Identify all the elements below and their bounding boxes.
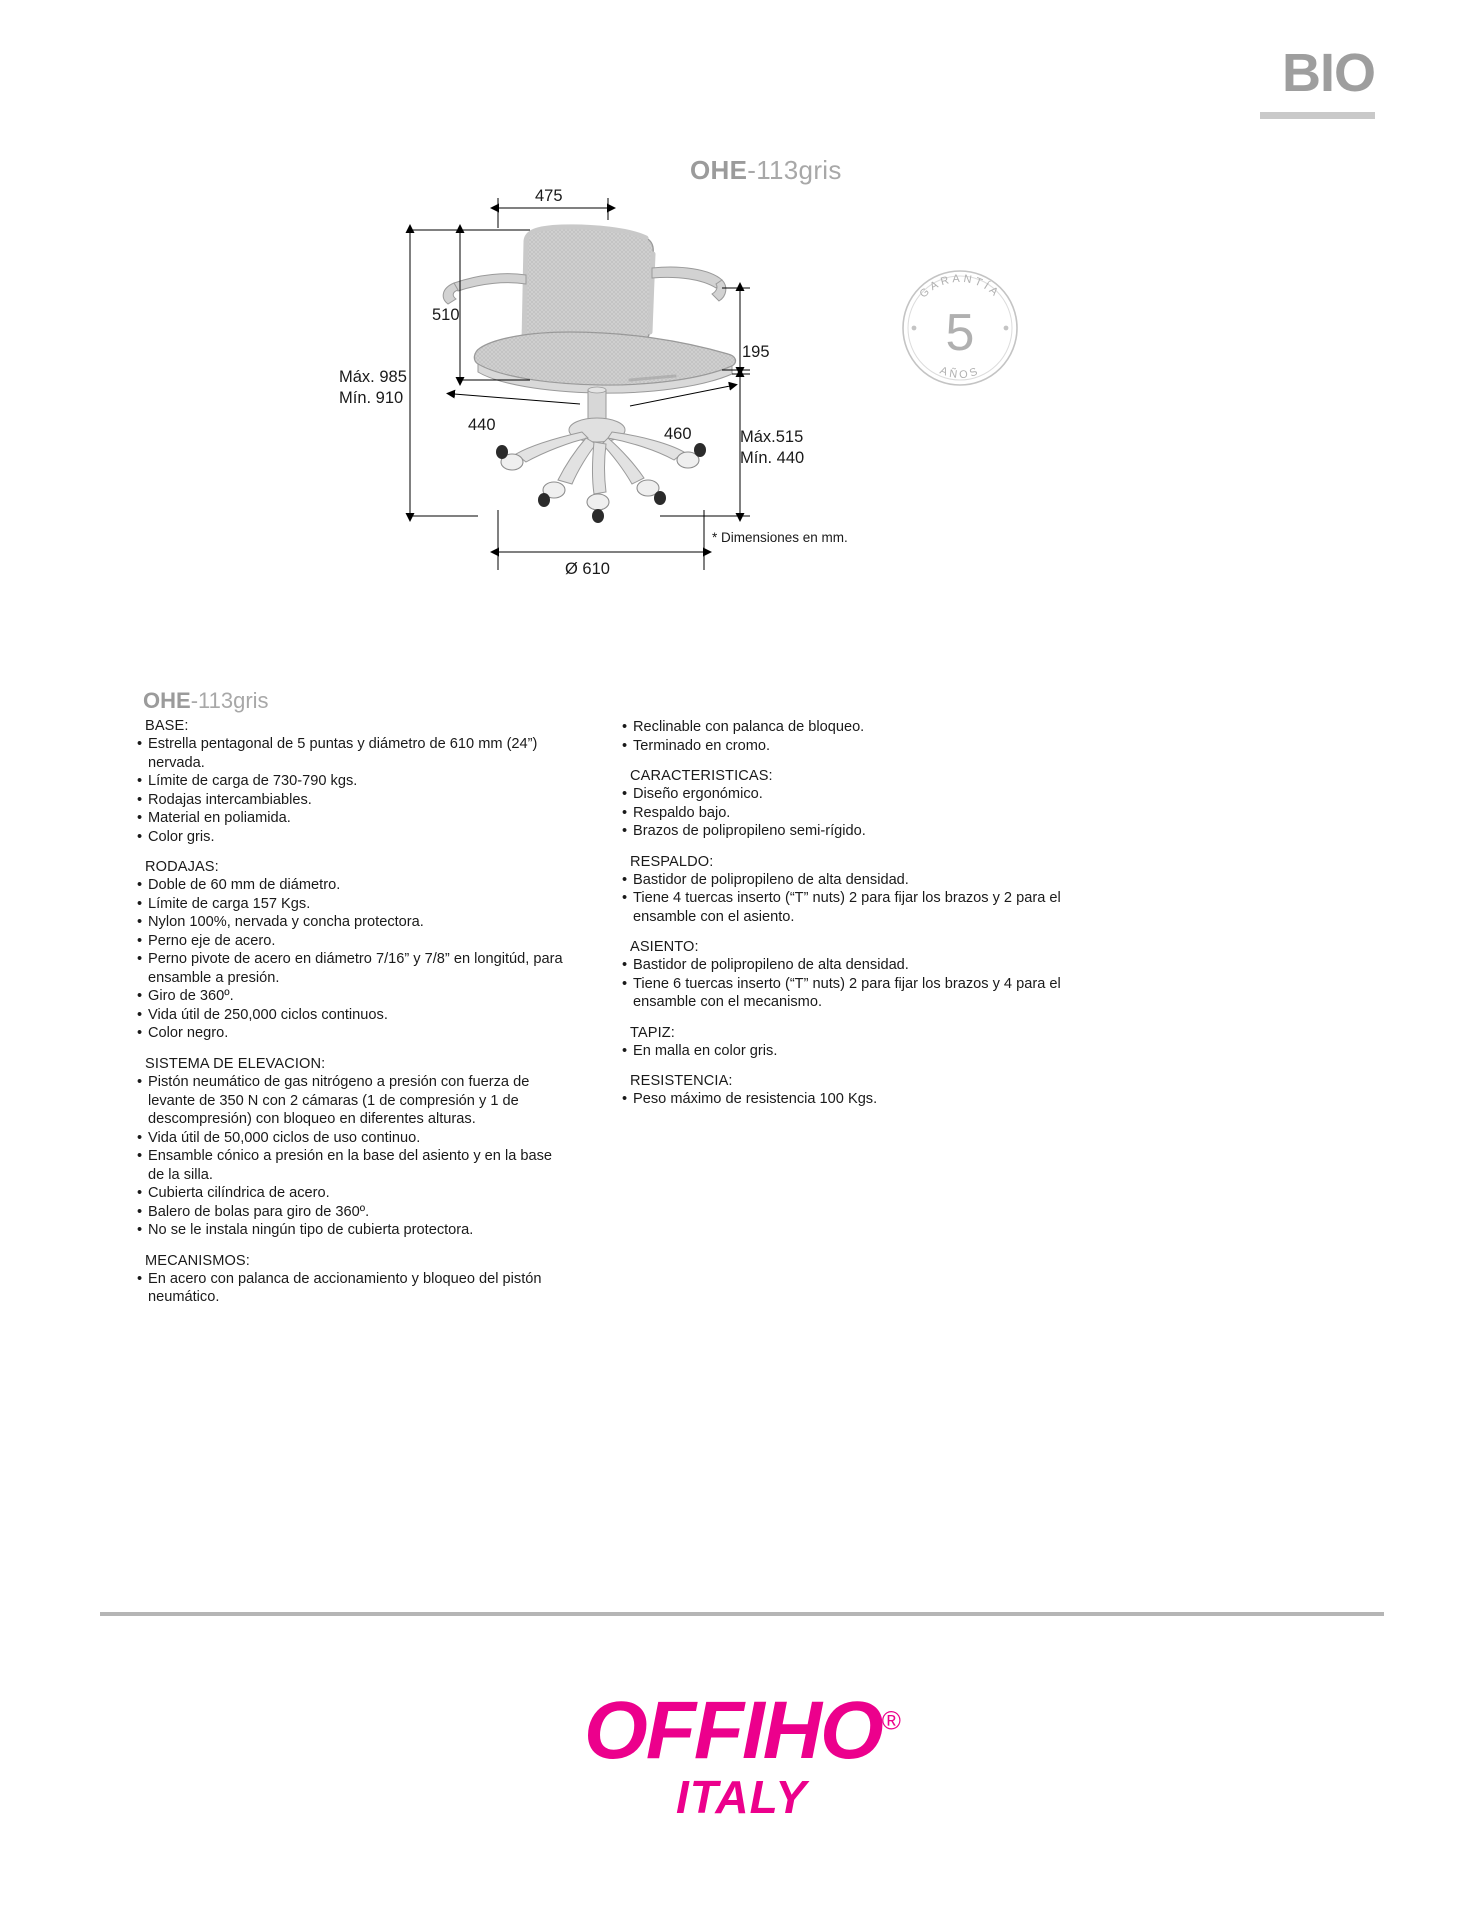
footer-logo-brand (584, 1685, 899, 1776)
spec-column-right (622, 718, 1072, 1122)
spec-list (622, 871, 1072, 927)
dimension-label-total-height-min: Mín. 910 (339, 388, 404, 407)
brand-logo-bio: BIO (1281, 43, 1375, 103)
spec-group (622, 718, 1072, 755)
spec-list-item: • Límite de carga de 730-790 kgs. (137, 772, 567, 791)
dimension-label-overall-depth: 460 (664, 425, 692, 443)
spec-model-title (143, 688, 269, 714)
spec-group (622, 1073, 1072, 1109)
footer-logo-subtitle: ITALY (675, 1771, 808, 1823)
warranty-bottom-text: AÑOS (938, 364, 982, 382)
spec-group (137, 718, 567, 846)
spec-group (137, 1056, 567, 1240)
spec-group-heading: RESISTENCIA: (630, 1073, 733, 1090)
spec-group-heading: RODAJAS: (145, 859, 219, 876)
spec-group (622, 768, 1072, 841)
dimension-label-back-height: 510 (432, 306, 460, 324)
spec-group (137, 859, 567, 1043)
warranty-top-text: GARANTÍA (917, 272, 1003, 301)
spec-list (622, 718, 1072, 755)
spec-list (137, 1270, 567, 1307)
dimension-label-total-height (339, 367, 407, 408)
spec-list-item: • Tiene 6 tuercas inserto (“T” nuts) 2 para fijar los brazos y 4 para el ensamble con el mecanismo. (622, 975, 1072, 1012)
spec-list-item: • Límite de carga 157 Kgs. (137, 895, 567, 914)
dimension-label-seat-height-max: Máx.515 (740, 428, 804, 446)
spec-list-item: • Terminado en cromo. (622, 737, 1072, 756)
chair-illustration (443, 227, 735, 523)
spec-group (622, 1025, 1072, 1061)
spec-group-heading: SISTEMA DE ELEVACION: (145, 1055, 326, 1072)
svg-text:AÑOS (938, 365, 982, 382)
dimension-label-base-diameter: Ø 610 (565, 560, 610, 578)
registered-trademark-icon: ® (881, 1705, 899, 1736)
spec-group (622, 854, 1072, 927)
model-code-suffix: -113gris (747, 155, 842, 185)
dimension-label-width: 475 (535, 187, 563, 205)
warranty-seal (890, 258, 1030, 398)
spec-list-item: • Vida útil de 50,000 ciclos de uso continuo. (137, 1129, 567, 1148)
dimension-label-arm-height: 195 (742, 343, 770, 361)
spec-group-heading: ASIENTO: (630, 939, 699, 956)
spec-list (137, 876, 567, 1043)
spec-list (622, 956, 1072, 1012)
spec-list-item: • Balero de bolas para giro de 360º. (137, 1203, 567, 1222)
model-code-prefix: OHE (690, 155, 748, 185)
dimension-units-note: * Dimensiones en mm. (712, 530, 848, 545)
chair-technical-drawing (330, 180, 950, 610)
spec-list-item: • Color negro. (137, 1024, 567, 1043)
spec-list (137, 1073, 567, 1240)
warranty-number: 5 (945, 304, 975, 362)
spec-group-heading: BASE: (145, 718, 189, 734)
spec-list-item: • Diseño ergonómico. (622, 785, 1072, 804)
spec-model-code-prefix: OHE (143, 688, 191, 713)
svg-text:GARANTÍA (918, 273, 1003, 301)
spec-list-item: • Perno eje de acero. (137, 932, 567, 951)
spec-group-heading: MECANISMOS: (145, 1252, 250, 1269)
spec-list-item: • Ensamble cónico a presión en la base del asiento y en la base de la silla. (137, 1147, 567, 1184)
spec-group-heading: CARACTERISTICAS: (630, 768, 773, 785)
spec-list-item: • Reclinable con palanca de bloqueo. (622, 718, 1072, 737)
spec-list-item: • No se le instala ningún tipo de cubierta protectora. (137, 1221, 567, 1240)
spec-list-item: • Respaldo bajo. (622, 804, 1072, 823)
spec-model-code-suffix: -113gris (190, 688, 269, 713)
spec-list-item: • Giro de 360º. (137, 987, 567, 1006)
spec-group (622, 939, 1072, 1012)
spec-list-item: • En malla en color gris. (622, 1042, 1072, 1061)
spec-column-left (137, 718, 567, 1320)
spec-list-item: • Vida útil de 250,000 ciclos continuos. (137, 1006, 567, 1025)
spec-list-item: • Perno pivote de acero en diámetro 7/16” y 7/8” en longitúd, para ensamble a presión. (137, 950, 567, 987)
spec-group-heading: TAPIZ: (630, 1024, 675, 1041)
footer-logo (0, 1685, 1483, 1823)
spec-list (622, 785, 1072, 841)
spec-list-item: • Brazos de polipropileno semi-rígido. (622, 822, 1072, 841)
footer-logo-brand-text: OFFIHO (584, 1685, 882, 1776)
spec-group-heading: RESPALDO: (630, 853, 714, 870)
spec-list-item: • Bastidor de polipropileno de alta densidad. (622, 956, 1072, 975)
dimension-label-seat-height-min: Mín. 440 (740, 448, 805, 467)
spec-list-item: • Cubierta cilíndrica de acero. (137, 1184, 567, 1203)
brand-logo-underline (1260, 112, 1375, 119)
spec-list-item: • Rodajas intercambiables. (137, 791, 567, 810)
footer-divider (100, 1612, 1384, 1616)
spec-list-item: • Estrella pentagonal de 5 puntas y diámetro de 610 mm (24”) nervada. (137, 735, 567, 772)
spec-list-item: • Material en poliamida. (137, 809, 567, 828)
spec-list (622, 1042, 1072, 1061)
spec-list (622, 1090, 1072, 1109)
spec-list-item: • Tiene 4 tuercas inserto (“T” nuts) 2 para fijar los brazos y 2 para el ensamble con el asiento. (622, 889, 1072, 926)
dimension-label-seat-height (740, 427, 804, 468)
dimension-label-total-height-max: Máx. 985 (339, 368, 407, 386)
spec-list-item: • Peso máximo de resistencia 100 Kgs. (622, 1090, 1072, 1109)
spec-list-item: • Bastidor de polipropileno de alta densidad. (622, 871, 1072, 890)
spec-list-item: • Pistón neumático de gas nitrógeno a presión con fuerza de levante de 350 N con 2 cámaras (1 de compresión y 1 de descompresión) con bloqueo en diferentes alturas. (137, 1073, 567, 1129)
spec-group (137, 1253, 567, 1307)
spec-list-item: • Color gris. (137, 828, 567, 847)
spec-list (137, 735, 567, 846)
spec-list-item: • Doble de 60 mm de diámetro. (137, 876, 567, 895)
spec-list-item: • Nylon 100%, nervada y concha protectora. (137, 913, 567, 932)
dimension-label-seat-depth: 440 (468, 416, 496, 434)
spec-list-item: • En acero con palanca de accionamiento y bloqueo del pistón neumático. (137, 1270, 567, 1307)
